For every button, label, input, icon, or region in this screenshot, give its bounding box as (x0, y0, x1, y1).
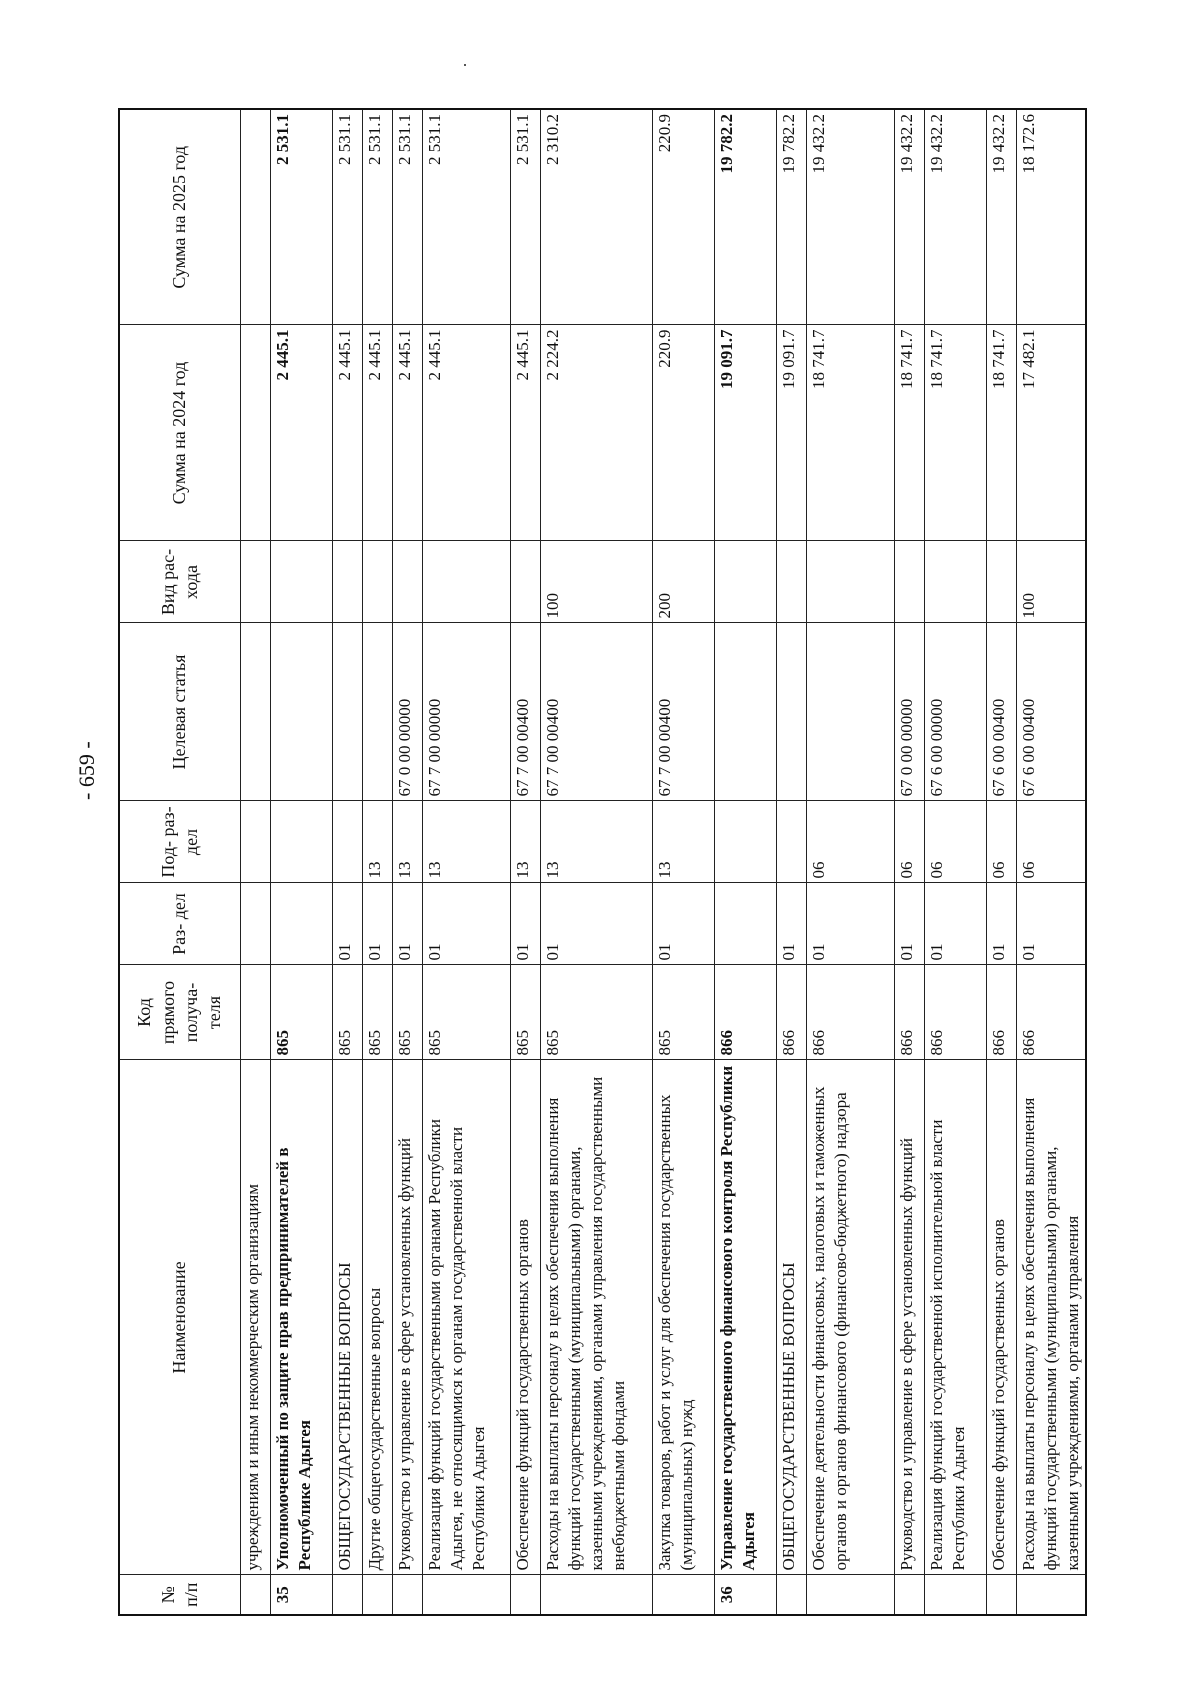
cell-sum-2025: 2 310.2 (541, 109, 653, 325)
rotated-table-container (118, 110, 1083, 1616)
cell-name: ОБЩЕГОСУДАРСТВЕННЫЕ ВОПРОСЫ (777, 1060, 807, 1575)
header-name: Наименование (119, 1060, 241, 1575)
cell-sum-2025: 2 531.1 (271, 109, 333, 325)
cell-vid (511, 541, 541, 623)
cell-sum-2025: 19 782.2 (777, 109, 807, 325)
cell-name: Руководство и управление в сфере установленных функций (895, 1060, 925, 1575)
cell-name: Другие общегосударственные вопросы (363, 1060, 393, 1575)
cell-podrazdel: 06 (925, 801, 987, 883)
cell-razdel (271, 883, 333, 965)
cell-target: 67 7 00 00400 (541, 623, 653, 801)
cell-vid (363, 541, 393, 623)
table-row (241, 109, 271, 1615)
cell-target (777, 623, 807, 801)
table-row (511, 109, 541, 1615)
cell-name: ОБЩЕГОСУДАРСТВЕННЫЕ ВОПРОСЫ (333, 1060, 363, 1575)
cell-sum-2025: 220.9 (653, 109, 715, 325)
cell-vid (925, 541, 987, 623)
table-row (925, 109, 987, 1615)
cell-sum-2024: 19 091.7 (777, 325, 807, 541)
cell-vid (241, 541, 271, 623)
table-row (423, 109, 511, 1615)
cell-target (363, 623, 393, 801)
cell-podrazdel (715, 801, 777, 883)
cell-razdel: 01 (333, 883, 363, 965)
cell-sum-2024: 18 741.7 (925, 325, 987, 541)
cell-vid (777, 541, 807, 623)
cell-razdel: 01 (423, 883, 511, 965)
cell-podrazdel: 13 (541, 801, 653, 883)
cell-podrazdel: 13 (393, 801, 423, 883)
cell-name: Обеспечение функций государственных органов (987, 1060, 1017, 1575)
cell-num (987, 1575, 1017, 1615)
cell-sum-2024: 2 445.1 (363, 325, 393, 541)
cell-code: 865 (363, 965, 393, 1060)
cell-target (241, 623, 271, 801)
cell-razdel: 01 (925, 883, 987, 965)
cell-sum-2024: 2 445.1 (423, 325, 511, 541)
cell-num (777, 1575, 807, 1615)
cell-target (271, 623, 333, 801)
cell-code: 865 (271, 965, 333, 1060)
cell-sum-2025: 19 782.2 (715, 109, 777, 325)
table-row (333, 109, 363, 1615)
cell-code: 866 (987, 965, 1017, 1060)
cell-sum-2024: 2 445.1 (271, 325, 333, 541)
cell-num (807, 1575, 895, 1615)
cell-target (807, 623, 895, 801)
cell-razdel (241, 883, 271, 965)
cell-razdel (715, 883, 777, 965)
cell-target: 67 6 00 00400 (987, 623, 1017, 801)
header-sum-2024: Сумма на 2024 год (119, 325, 241, 541)
cell-vid (807, 541, 895, 623)
cell-sum-2024: 2 224.2 (541, 325, 653, 541)
cell-name: Обеспечение функций государственных органов (511, 1060, 541, 1575)
cell-sum-2024: 19 091.7 (715, 325, 777, 541)
cell-razdel: 01 (807, 883, 895, 965)
cell-podrazdel: 13 (423, 801, 511, 883)
cell-vid: 200 (653, 541, 715, 623)
cell-sum-2024 (241, 325, 271, 541)
cell-sum-2025: 2 531.1 (423, 109, 511, 325)
cell-code: 866 (1017, 965, 1087, 1060)
cell-podrazdel: 13 (363, 801, 393, 883)
header-sum-2025: Сумма на 2025 год (119, 109, 241, 325)
cell-code: 865 (393, 965, 423, 1060)
cell-target: 67 0 00 00000 (393, 623, 423, 801)
cell-code: 866 (777, 965, 807, 1060)
cell-podrazdel (241, 801, 271, 883)
cell-podrazdel: 06 (1017, 801, 1087, 883)
cell-podrazdel: 13 (511, 801, 541, 883)
cell-num (393, 1575, 423, 1615)
table-header-row (119, 109, 241, 1615)
table-body (241, 109, 1087, 1615)
cell-num (925, 1575, 987, 1615)
cell-podrazdel (333, 801, 363, 883)
cell-sum-2024: 18 741.7 (807, 325, 895, 541)
cell-vid (423, 541, 511, 623)
cell-num (541, 1575, 653, 1615)
table-row (807, 109, 895, 1615)
cell-name: Уполномоченный по защите прав предпринимателей в Республике Адыгея (271, 1060, 333, 1575)
cell-razdel: 01 (393, 883, 423, 965)
cell-sum-2025: 2 531.1 (363, 109, 393, 325)
cell-target: 67 0 00 00000 (895, 623, 925, 801)
cell-sum-2024: 18 741.7 (895, 325, 925, 541)
cell-name: Руководство и управление в сфере установленных функций (393, 1060, 423, 1575)
cell-name: Управление государственного финансового контроля Республики Адыгея (715, 1060, 777, 1575)
cell-target: 67 7 00 00400 (653, 623, 715, 801)
cell-target: 67 7 00 00400 (511, 623, 541, 801)
cell-vid (393, 541, 423, 623)
cell-vid (987, 541, 1017, 623)
cell-razdel: 01 (363, 883, 393, 965)
cell-name: Расходы на выплаты персоналу в целях обеспечения выполнения функций государственными (муниципальными) органами, казенными учреждениями, органами управления государственными внебюджетными фондами (541, 1060, 653, 1575)
cell-name: учреждениям и иным некоммерческим организациям (241, 1060, 271, 1575)
cell-podrazdel (271, 801, 333, 883)
cell-sum-2024: 18 741.7 (987, 325, 1017, 541)
cell-vid (333, 541, 363, 623)
cell-sum-2025: 19 432.2 (807, 109, 895, 325)
cell-num (895, 1575, 925, 1615)
cell-vid: 100 (541, 541, 653, 623)
table-row (987, 109, 1017, 1615)
cell-code: 866 (807, 965, 895, 1060)
cell-sum-2024: 17 482.1 (1017, 325, 1087, 541)
cell-num (653, 1575, 715, 1615)
cell-sum-2025: 19 432.2 (925, 109, 987, 325)
table-row (895, 109, 925, 1615)
cell-num (333, 1575, 363, 1615)
table-row (363, 109, 393, 1615)
cell-vid: 100 (1017, 541, 1087, 623)
table-row (777, 109, 807, 1615)
cell-name: Расходы на выплаты персоналу в целях обеспечения выполнения функций государственными (муниципальными) органами, казенными учреждениями, органами управления (1017, 1060, 1087, 1575)
cell-vid (715, 541, 777, 623)
header-target: Целевая статья (119, 623, 241, 801)
cell-razdel: 01 (777, 883, 807, 965)
cell-target: 67 6 00 00000 (925, 623, 987, 801)
cell-code: 865 (653, 965, 715, 1060)
cell-num: 35 (271, 1575, 333, 1615)
cell-sum-2024: 2 445.1 (333, 325, 363, 541)
cell-podrazdel (777, 801, 807, 883)
cell-num: 36 (715, 1575, 777, 1615)
cell-target (333, 623, 363, 801)
cell-num (241, 1575, 271, 1615)
cell-num (363, 1575, 393, 1615)
cell-sum-2025: 19 432.2 (895, 109, 925, 325)
cell-name: Реализация функций государственными органами Республики Адыгея, не относящимися к органам государственной власти Республики Адыгея (423, 1060, 511, 1575)
cell-code: 865 (541, 965, 653, 1060)
header-code: Код прямого получа- теля (119, 965, 241, 1060)
cell-code: 866 (715, 965, 777, 1060)
cell-name: Реализация функций государственной исполнительной власти Республики Адыгея (925, 1060, 987, 1575)
table-row (653, 109, 715, 1615)
cell-razdel: 01 (1017, 883, 1087, 965)
cell-sum-2025: 2 531.1 (393, 109, 423, 325)
cell-razdel: 01 (653, 883, 715, 965)
cell-name: Закупка товаров, работ и услуг для обеспечения государственных (муниципальных) нужд (653, 1060, 715, 1575)
header-vid: Вид рас- хода (119, 541, 241, 623)
cell-sum-2024: 2 445.1 (511, 325, 541, 541)
table-row (541, 109, 653, 1615)
header-num: № п/п (119, 1575, 241, 1615)
cell-num (423, 1575, 511, 1615)
cell-code: 865 (333, 965, 363, 1060)
cell-num (511, 1575, 541, 1615)
cell-num (1017, 1575, 1087, 1615)
cell-sum-2025: 19 432.2 (987, 109, 1017, 325)
header-podrazdel: Под- раз- дел (119, 801, 241, 883)
cell-razdel: 01 (541, 883, 653, 965)
table-row (271, 109, 333, 1615)
cell-sum-2024: 2 445.1 (393, 325, 423, 541)
cell-sum-2025 (241, 109, 271, 325)
cell-sum-2025: 18 172.6 (1017, 109, 1087, 325)
cell-vid (895, 541, 925, 623)
cell-sum-2025: 2 531.1 (511, 109, 541, 325)
budget-table (118, 108, 1087, 1616)
table-row (1017, 109, 1087, 1615)
cell-target (715, 623, 777, 801)
cell-podrazdel: 06 (987, 801, 1017, 883)
cell-code: 865 (423, 965, 511, 1060)
cell-code: 865 (511, 965, 541, 1060)
header-razdel: Раз- дел (119, 883, 241, 965)
scan-speck (464, 64, 466, 66)
table-row (715, 109, 777, 1615)
cell-sum-2024: 220.9 (653, 325, 715, 541)
page-number: - 659 - (74, 741, 99, 800)
cell-podrazdel: 13 (653, 801, 715, 883)
cell-razdel: 01 (511, 883, 541, 965)
cell-code: 866 (895, 965, 925, 1060)
cell-razdel: 01 (987, 883, 1017, 965)
cell-code: 866 (925, 965, 987, 1060)
cell-code (241, 965, 271, 1060)
cell-razdel: 01 (895, 883, 925, 965)
cell-podrazdel: 06 (895, 801, 925, 883)
cell-target: 67 6 00 00400 (1017, 623, 1087, 801)
cell-sum-2025: 2 531.1 (333, 109, 363, 325)
cell-podrazdel: 06 (807, 801, 895, 883)
table-row (393, 109, 423, 1615)
cell-name: Обеспечение деятельности финансовых, налоговых и таможенных органов и органов финансового (финансово-бюджетного) надзора (807, 1060, 895, 1575)
cell-target: 67 7 00 00000 (423, 623, 511, 801)
cell-vid (271, 541, 333, 623)
